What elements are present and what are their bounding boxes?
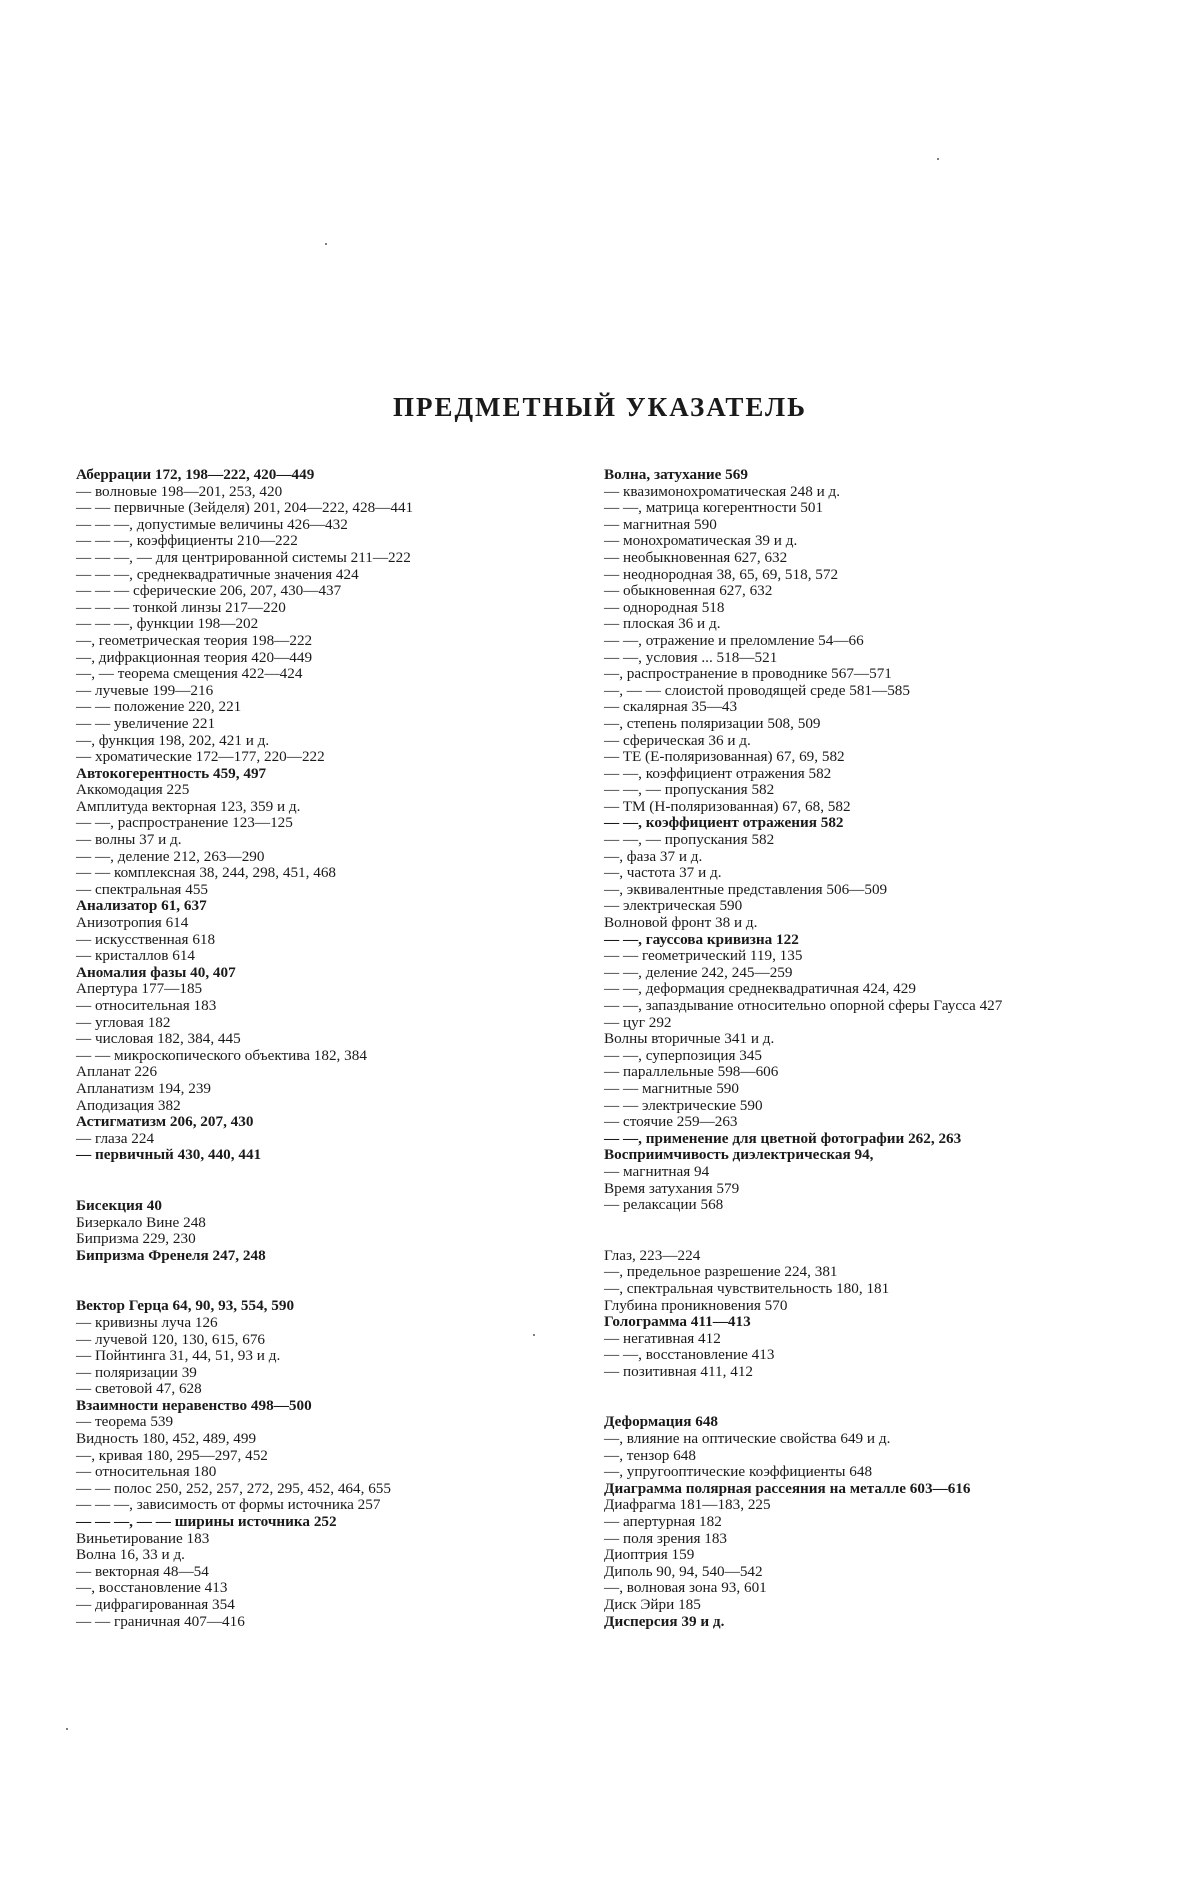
index-entry: — лучевой 120, 130, 615, 676 [76,1330,266,1348]
index-entry: Амплитуда векторная 123, 359 и д. [76,797,301,815]
index-entry: — — —, — — ширины источника 252 [76,1513,337,1531]
page-title: ПРЕДМЕТНЫЙ УКАЗАТЕЛЬ [392,392,808,422]
index-entry: — — —, функции 198—202 [76,615,259,633]
index-entry: Взаимности неравенство 498—500 [76,1396,312,1414]
index-entry: —, спектральная чувствительность 180, 181 [604,1279,890,1297]
section-gap [604,1214,1104,1248]
index-entry: — — микроскопического объектива 182, 384 [76,1046,367,1064]
index-entry: Апланат 226 [76,1063,158,1081]
index-entry: Волна 16, 33 и д. [76,1546,185,1564]
index-column-left [76,467,576,1630]
index-entry: — векторная 48—54 [76,1562,209,1580]
index-entry: — волновые 198—201, 253, 420 [76,482,283,500]
index-entry: Волна, затухание 569 [604,466,748,483]
index-entry: —, геометрическая теория 198—222 [76,631,313,649]
index-entry: — числовая 182, 384, 445 [76,1030,241,1048]
index-entry: — —, деление 242, 245—259 [604,963,793,981]
index-entry: Восприимчивость диэлектрическая 94, [604,1146,874,1164]
index-entry: Дисперсия 39 и д. [604,1612,725,1630]
index-entry: Голограмма 411—413 [604,1313,751,1331]
index-entry: —, упругооптические коэффициенты 648 [604,1463,873,1481]
index-entry: Аккомодация 225 [76,781,190,799]
index-entry: — относительная 183 [76,997,217,1014]
index-entry: — — —, коэффициенты 210—222 [76,532,298,550]
index-entry: — —, — пропускания 582 [604,781,775,799]
index-entry: — магнитная 94 [604,1162,710,1180]
index-entry: — —, отражение и преломление 54—66 [604,631,864,649]
index-entry: — магнитная 590 [604,515,717,533]
index-entry: — — — сферические 206, 207, 430—437 [76,582,342,600]
index-entry: — позитивная 411, 412 [604,1362,754,1380]
index-entry: Виньетирование 183 [76,1529,210,1547]
index-entry: — первичный 430, 440, 441 [76,1146,262,1164]
index-entry: — — магнитные 590 [604,1079,739,1097]
index-entry: — —, условия ... 518—521 [604,648,778,666]
scan-speck [325,243,327,245]
index-entry: — — увеличение 221 [76,714,216,732]
index-entry: —, распространение в проводнике 567—571 [604,665,892,683]
index-entry: — — положение 220, 221 [76,698,242,716]
index-entry: Бисекция 40 [76,1196,162,1214]
index-entry: Апертура 177—185 [76,980,203,998]
index-entry: — TE (E-поляризованная) 67, 69, 582 [604,748,845,766]
index-entry: Астигматизм 206, 207, 430 [76,1113,254,1131]
index-entry: — искусственная 618 [76,930,216,948]
index-entry: — скалярная 35—43 [604,698,738,716]
index-entry: — волны 37 и д. [76,831,182,849]
index-entry: — стоячие 259—263 [604,1113,738,1131]
index-entry: Диполь 90, 94, 540—542 [604,1562,763,1580]
index-entry: — — электрические 590 [604,1096,763,1114]
index-entry: Глаз, 223—224 [604,1246,701,1264]
index-entry: Аномалия фазы 40, 407 [76,963,236,981]
index-entry: — относительная 180 [76,1463,217,1481]
index-entry: —, кривая 180, 295—297, 452 [76,1446,268,1464]
index-entry: Диск Эйри 185 [604,1596,701,1613]
index-entry: — — граничная 407—416 [76,1612,245,1630]
index-entry: — теорема 539 [76,1413,174,1431]
section-gap [76,1164,576,1198]
index-entry: Время затухания 579 [604,1179,740,1197]
index-entry: — — —, — для центрированной системы 211—222 [76,548,411,566]
section-gap [76,1264,576,1298]
index-entry: —, влияние на оптические свойства 649 и д. [604,1430,891,1448]
index-entry: Аберрации 172, 198—222, 420—449 [76,466,315,483]
index-entry: Бипризма 229, 230 [76,1230,196,1248]
index-entry: — релаксации 568 [604,1196,724,1214]
index-entry: —, эквивалентные представления 506—509 [604,880,888,898]
index-entry: — —, коэффициент отражения 582 [604,814,844,832]
index-entry: — параллельные 598—606 [604,1063,779,1081]
index-entry: Апланатизм 194, 239 [76,1079,212,1097]
index-entry: —, дифракционная теория 420—449 [76,648,313,666]
index-entry: —, функция 198, 202, 421 и д. [76,731,270,749]
index-entry: Анализатор 61, 637 [76,897,207,915]
index-entry: Аподизация 382 [76,1096,181,1114]
index-entry: Диоптрия 159 [604,1546,695,1564]
index-entry: — квазимонохроматическая 248 и д. [604,482,841,500]
index-entry: — —, суперпозиция 345 [604,1046,763,1064]
scan-speck [66,1728,68,1730]
index-entry: — обыкновенная 627, 632 [604,582,773,600]
index-entry: — — первичные (Зейделя) 201, 204—222, 428—441 [76,499,414,517]
index-entry: Диаграмма полярная рассеяния на металле 603—616 [604,1479,971,1497]
index-entry: — —, запаздывание относительно опорной сферы Гаусса 427 [604,997,1003,1014]
index-entry: — хроматические 172—177, 220—222 [76,748,325,766]
index-entry: —, — теорема смещения 422—424 [76,665,303,683]
scan-speck [937,158,939,160]
index-entry: — спектральная 455 [76,880,209,898]
index-entry: Волновой фронт 38 и д. [604,914,758,932]
index-entry: — лучевые 199—216 [76,681,214,699]
index-entry: — —, гауссова кривизна 122 [604,930,799,948]
index-entry: — световой 47, 628 [76,1380,202,1398]
scan-speck [533,1334,535,1336]
index-entry: — негативная 412 [604,1329,721,1347]
index-entry: — — —, допустимые величины 426—432 [76,515,348,533]
index-entry: — электрическая 590 [604,897,743,915]
index-entry: — угловая 182 [76,1013,171,1031]
index-entry: Бипризма Френеля 247, 248 [76,1246,266,1264]
index-entry: — — — тонкой линзы 217—220 [76,598,286,616]
index-entry: — неоднородная 38, 65, 69, 518, 572 [604,565,839,583]
index-entry: —, степень поляризации 508, 509 [604,714,821,732]
index-entry: Волны вторичные 341 и д. [604,1030,775,1048]
index-entry: — —, применение для цветной фотографии 262, 263 [604,1129,962,1147]
index-entry: — необыкновенная 627, 632 [604,548,788,566]
index-entry: — Пойнтинга 31, 44, 51, 93 и д. [76,1347,281,1365]
index-entry: — —, распространение 123—125 [76,814,293,832]
index-entry: Видность 180, 452, 489, 499 [76,1430,257,1448]
index-entry: —, предельное разрешение 224, 381 [604,1263,838,1281]
index-entry: — плоская 36 и д. [604,615,721,633]
index-entry: — —, — пропускания 582 [604,831,775,849]
index-entry: — —, деление 212, 263—290 [76,847,265,865]
index-entry: — — —, среднеквадратичные значения 424 [76,565,359,583]
index-entry: — —, восстановление 413 [604,1346,775,1364]
index-entry: — TM (H-поляризованная) 67, 68, 582 [604,797,851,815]
index-entry: —, — — слоистой проводящей среде 581—585 [604,681,910,699]
index-column-right [604,467,1104,1630]
index-entry: — —, матрица когерентности 501 [604,499,824,517]
index-entry: — поля зрения 183 [604,1529,728,1547]
index-entry: — —, коэффициент отражения 582 [604,764,832,782]
index-entry: —, частота 37 и д. [604,864,722,882]
index-entry: Деформация 648 [604,1413,719,1431]
index-entry: —, тензор 648 [604,1446,696,1464]
section-gap [604,1380,1104,1414]
index-entry: — глаза 224 [76,1129,155,1147]
index-entry: — дифрагированная 354 [76,1596,235,1613]
index-entry: — — комплексная 38, 244, 298, 451, 468 [76,864,337,882]
index-entry: — —, деформация среднеквадратичная 424, 429 [604,980,916,998]
index-entry: — кривизны луча 126 [76,1313,218,1331]
index-entry: Анизотропия 614 [76,914,189,932]
index-entry: — однородная 518 [604,598,725,616]
index-entry: — — геометрический 119, 135 [604,947,803,965]
index-entry: —, восстановление 413 [76,1579,228,1597]
index-entry: — — —, зависимость от формы источника 257 [76,1496,381,1514]
index-entry: —, волновая зона 93, 601 [604,1579,767,1597]
index-entry: Автокогерентность 459, 497 [76,764,267,782]
index-entry: — апертурная 182 [604,1513,722,1531]
index-entry: — — полос 250, 252, 257, 272, 295, 452, 464, 655 [76,1479,391,1497]
index-entry: Глубина проникновения 570 [604,1296,788,1314]
index-entry: — монохроматическая 39 и д. [604,532,798,550]
index-entry: Диафрагма 181—183, 225 [604,1496,771,1514]
index-entry: —, фаза 37 и д. [604,847,703,865]
index-entry: — кристаллов 614 [76,947,196,965]
index-entry: Бизеркало Вине 248 [76,1213,206,1231]
index-entry: — цуг 292 [604,1013,672,1031]
index-entry: — поляризации 39 [76,1363,197,1381]
index-entry: Вектор Герца 64, 90, 93, 554, 590 [76,1297,295,1315]
index-entry: — сферическая 36 и д. [604,731,751,749]
